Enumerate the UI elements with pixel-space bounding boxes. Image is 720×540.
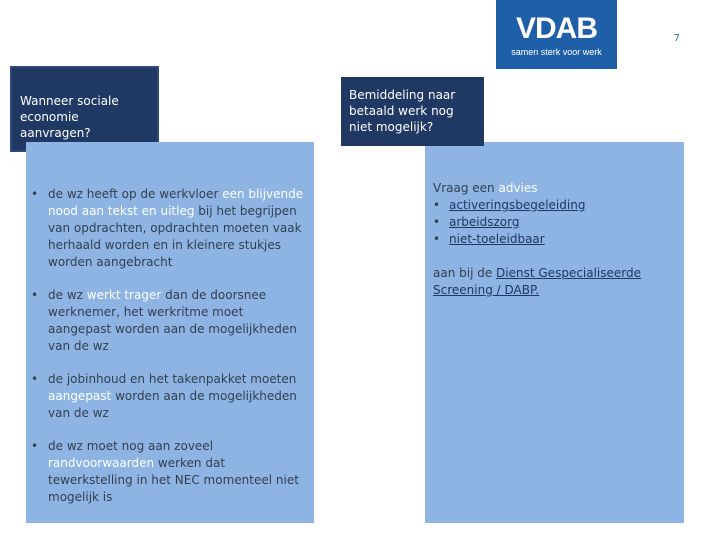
text: dan de doorsnee werknemer, het werkritme moet aangepast worden aan de mogelijkheden van de wz: [48, 288, 297, 353]
text: de jobinhoud en het takenpakket moeten: [48, 372, 297, 386]
advice-outro: [433, 265, 676, 299]
dabp-link[interactable]: Dienst Gespecialiseerde Screening / DABP.: [433, 266, 642, 297]
advice-option-1: [433, 197, 676, 214]
criteria-item-3: [26, 371, 304, 422]
spacer: [433, 248, 676, 265]
highlight-text: aangepast: [48, 389, 112, 403]
highlight-text: werkt trager: [86, 288, 162, 302]
criteria-item-2: [26, 287, 304, 355]
activeringsbegeleiding-link[interactable]: activeringsbegeleiding: [449, 198, 586, 212]
text: de wz: [48, 288, 87, 302]
vdab-logo: [496, 0, 617, 69]
criteria-item-4: [26, 438, 304, 506]
criteria-list: [26, 186, 304, 506]
highlight-text: een blijvende nood aan tekst en uitleg: [48, 187, 304, 218]
advice-intro: [433, 180, 676, 197]
right-content-panel: [425, 142, 684, 523]
advice-option-2: [433, 214, 676, 231]
niet-toeleidbaar-link[interactable]: niet-toeleidbaar: [449, 232, 545, 246]
text: de wz moet nog aan zoveel: [48, 439, 214, 453]
left-title-box: [10, 66, 159, 152]
logo-wordmark: VDAB: [515, 12, 597, 45]
text: bij het begrijpen van opdrachten, opdrachten moeten vaak herhaald worden en in kleinere stukjes worden aangebracht: [48, 204, 302, 269]
highlight-text: randvoorwaarden: [48, 456, 155, 470]
text: Vraag een: [433, 181, 499, 195]
left-content-panel: [26, 142, 314, 523]
logo-tagline: samen sterk voor werk: [511, 47, 602, 57]
text: werken dat tewerkstelling in het NEC momenteel niet mogelijk is: [48, 456, 299, 504]
advice-option-3: [433, 231, 676, 248]
advice-options-list: [433, 197, 676, 248]
right-title-box: [341, 77, 484, 146]
highlight-text: advies: [498, 181, 538, 195]
right-title: Bemiddeling naar betaald werk nog niet mogelijk?: [349, 88, 456, 134]
left-title: Wanneer sociale economie aanvragen?: [20, 94, 119, 140]
text: de wz heeft op de werkvloer: [48, 187, 223, 201]
arbeidszorg-link[interactable]: arbeidszorg: [449, 215, 520, 229]
page-number: 7: [673, 33, 680, 44]
text: worden aan de mogelijkheden van de wz: [48, 389, 297, 420]
criteria-item-1: [26, 186, 304, 271]
text: aan bij de: [433, 266, 497, 280]
